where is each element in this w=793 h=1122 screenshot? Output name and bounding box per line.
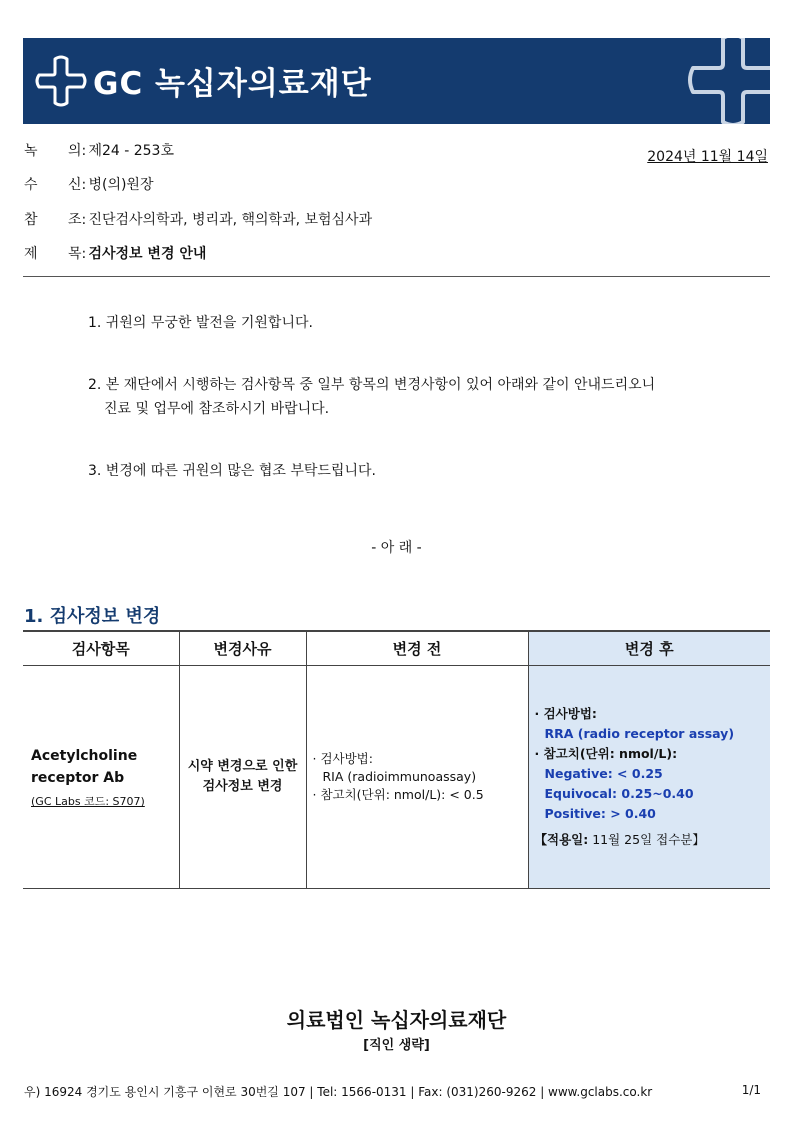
page-number: 1/1 xyxy=(741,1083,761,1097)
cell-reason: 시약 변경으로 인한 검사정보 변경 xyxy=(179,666,306,889)
header-reason: 변경사유 xyxy=(179,631,306,666)
meta-subject: 제 목: 검사정보 변경 안내 xyxy=(24,246,207,262)
gc-cross-logo-icon xyxy=(33,53,89,109)
apply-date: 【적용일: 11월 25일 접수분】 xyxy=(534,832,705,847)
cell-after: · 검사방법: RRA (radio receptor assay) · 참고치(단위: nmol/L): Negative: < 0.25 Equivocal: 0.25~0.40 Positive: > 0.40 【적용일: 11월 25일 접수분】 xyxy=(528,666,770,889)
footer-organization: 의료법인 녹십자의료재단 xyxy=(286,1008,507,1032)
table-header-row xyxy=(23,631,770,666)
table-row xyxy=(23,666,770,889)
paragraph-3: 3. 변경에 따른 귀원의 많은 협조 부탁드립니다. xyxy=(88,463,376,479)
header-after: 변경 후 xyxy=(528,631,770,666)
meta-doc-number: 녹 의: 제24 - 253호 xyxy=(24,143,174,159)
header-before: 변경 전 xyxy=(306,631,528,666)
cell-before: · 검사방법: RIA (radioimmunoassay) · 참고치(단위: nmol/L): < 0.5 xyxy=(306,666,528,889)
below-marker: - 아 래 - xyxy=(371,540,422,556)
footer-address: 우) 16924 경기도 용인시 기흥구 이현로 30번길 107 | Tel: 1566-0131 | Fax: (031)260-9262 | www.gclabs.co.kr xyxy=(24,1085,653,1099)
header-banner xyxy=(23,38,770,124)
decorative-cross-icon xyxy=(683,38,770,124)
document-date: 2024년 11월 14일 xyxy=(647,149,768,165)
logo-text: GC 녹십자의료재단 xyxy=(93,66,372,102)
paragraph-2: 2. 본 재단에서 시행하는 검사항목 중 일부 항목의 변경사항이 있어 아래와 같이 안내드리오니 진료 및 업무에 참조하시기 바랍니다. xyxy=(88,377,656,417)
cell-item: Acetylcholine receptor Ab (GC Labs 코드: S707) xyxy=(23,666,179,889)
section-title: 1. 검사정보 변경 xyxy=(24,606,161,627)
change-table xyxy=(23,630,770,889)
paragraph-1: 1. 귀원의 무궁한 발전을 기원합니다. xyxy=(88,315,313,331)
divider xyxy=(23,276,770,277)
meta-recipient: 수 신: 병(의)원장 xyxy=(24,177,154,193)
footer-seal-note: [직인 생략] xyxy=(363,1038,430,1053)
item-code: (GC Labs 코드: S707) xyxy=(31,795,145,808)
meta-reference: 참 조: 진단검사의학과, 병리과, 핵의학과, 보험심사과 xyxy=(24,212,373,228)
header-item: 검사항목 xyxy=(23,631,179,666)
